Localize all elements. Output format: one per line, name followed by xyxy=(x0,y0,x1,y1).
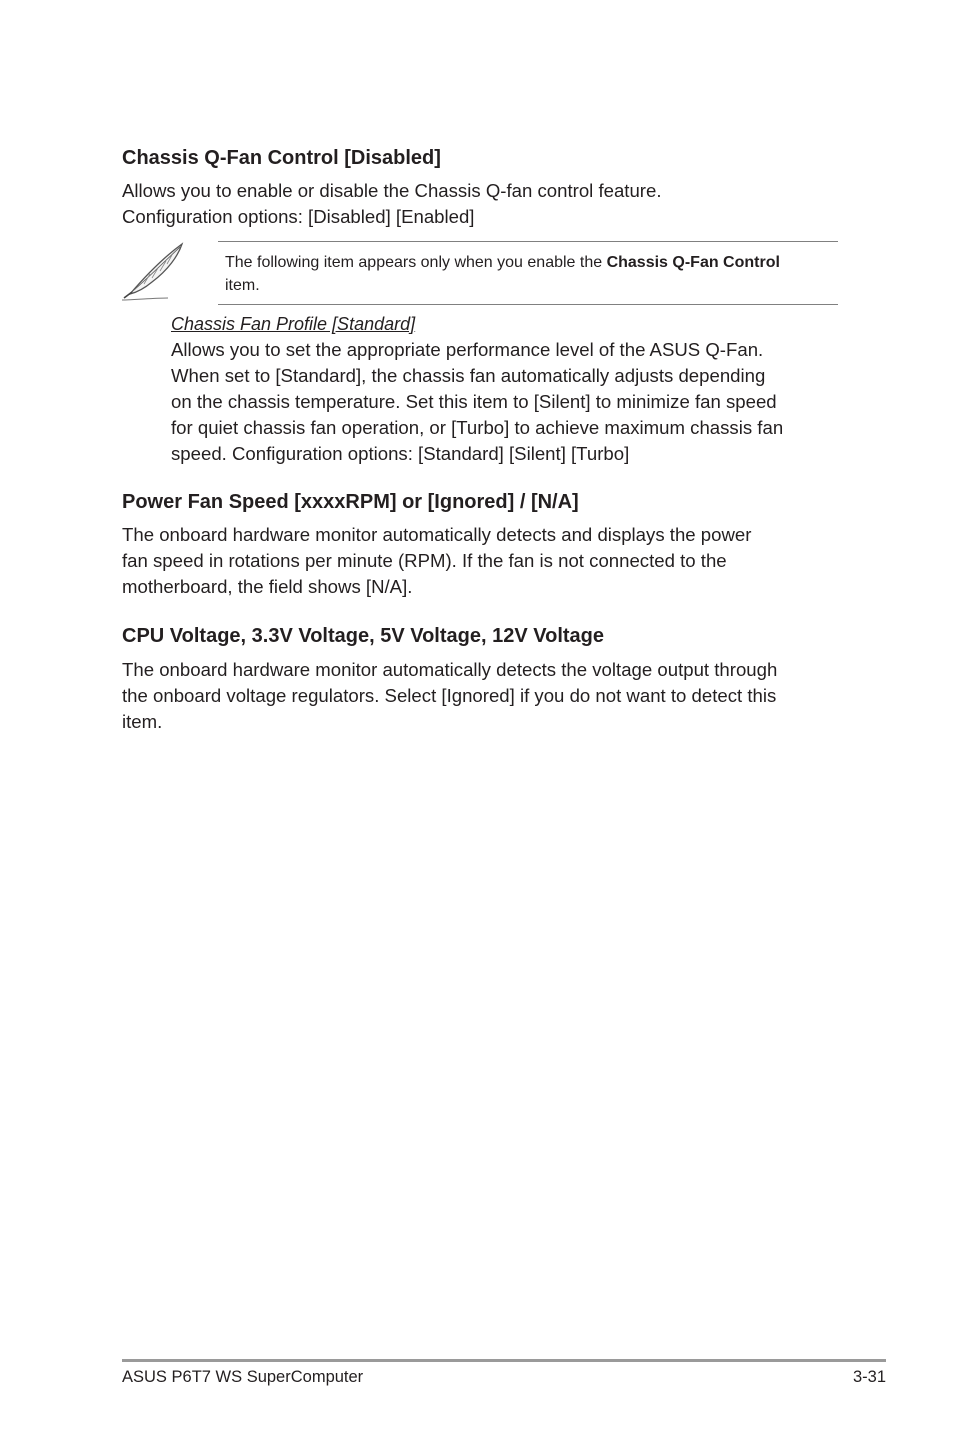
note-pen-icon xyxy=(122,240,188,302)
text-line: The onboard hardware monitor automatically detects and displays the power xyxy=(122,524,752,545)
chassis-qfan-heading: Chassis Q-Fan Control [Disabled] xyxy=(122,147,441,169)
text-line: on the chassis temperature. Set this item to [Silent] to minimize fan speed xyxy=(171,391,777,412)
power-fan-speed-heading: Power Fan Speed [xxxxRPM] or [Ignored] / [N/A] xyxy=(122,491,579,513)
note-text xyxy=(225,251,835,297)
text-line: motherboard, the field shows [N/A]. xyxy=(122,576,413,597)
text-line: fan speed in rotations per minute (RPM). If the fan is not connected to the xyxy=(122,550,727,571)
text-line: for quiet chassis fan operation, or [Turbo] to achieve maximum chassis fan xyxy=(171,417,784,438)
footer-product-name: ASUS P6T7 WS SuperComputer xyxy=(122,1368,364,1386)
text-line: item. xyxy=(122,711,163,732)
chassis-fan-profile-title: Chassis Fan Profile [Standard] xyxy=(171,314,416,334)
text-line: the onboard voltage regulators. Select [Ignored] if you do not want to detect this xyxy=(122,685,777,706)
note-box xyxy=(122,238,838,308)
voltage-heading: CPU Voltage, 3.3V Voltage, 5V Voltage, 12V Voltage xyxy=(122,625,604,647)
voltage-description xyxy=(122,657,832,735)
note-bottom-rule xyxy=(218,304,838,305)
text-line: Allows you to enable or disable the Chassis Q-fan control feature. xyxy=(122,180,662,201)
footer-page-number: 3-31 xyxy=(852,1368,886,1386)
note-text-before: The following item appears only when you enable the xyxy=(225,254,607,271)
note-text-bold: Chassis Q-Fan Control xyxy=(606,254,780,271)
note-top-rule xyxy=(218,241,838,242)
note-text-after: item. xyxy=(225,277,260,294)
text-line: speed. Configuration options: [Standard] [Silent] [Turbo] xyxy=(171,443,630,464)
text-line: Configuration options: [Disabled] [Enabled] xyxy=(122,206,475,227)
footer-rule xyxy=(122,1359,886,1362)
chassis-fan-profile-description xyxy=(171,337,831,467)
text-line: Allows you to set the appropriate performance level of the ASUS Q-Fan. xyxy=(171,339,764,360)
power-fan-speed-description xyxy=(122,522,832,600)
text-line: When set to [Standard], the chassis fan automatically adjusts depending xyxy=(171,365,766,386)
note-line xyxy=(225,251,835,274)
text-line: The onboard hardware monitor automatically detects the voltage output through xyxy=(122,659,778,680)
chassis-qfan-description xyxy=(122,178,832,230)
